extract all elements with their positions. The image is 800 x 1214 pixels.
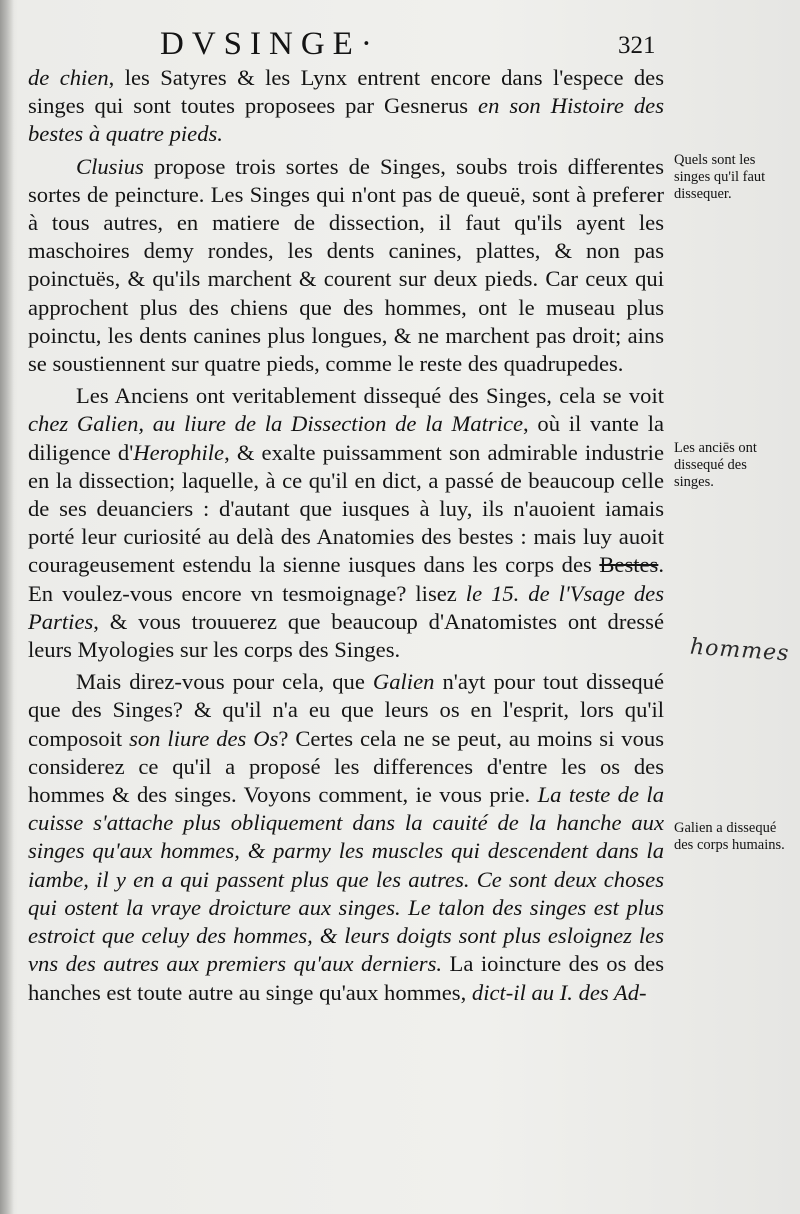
- margin-note-3: Galien a dissequé des corps humains.: [674, 820, 785, 853]
- italic-run: La teste de la cuisse s'attache plus obliquement dans la cauité de la hanche aux singes qu'aux hommes, & parmy les muscles qui descendent dans la iambe, il y en a qui passent plus que les autres. Ce sont deux choses qui ostent la vraye droicture aux singes. Le talon des singes est plus estroict que celuy des hommes, & leurs doigts sont plus esloignez les vns des autres aux premiers qu'aux derniers.: [28, 782, 664, 977]
- text-run: , & exalte puissamment son admirable industrie en la dissection; laquelle, à ce qu'il en dict, a passé de beaucoup celle de ses deuanciers : d'autant que iusques à luy, ils n'auoient iamais porté leur curiosité au delà des Anatomies des bestes : mais luy auoit courageusement estendu la sienne iusques dans les corps des: [28, 439, 664, 578]
- text-run: . En voulez-vous encore vn tesmoignage? lisez: [28, 552, 664, 606]
- italic-run: Clusius: [76, 153, 144, 179]
- text-run: , où il vante la diligence d': [28, 411, 664, 465]
- paragraph-3: [28, 382, 664, 664]
- main-text: [28, 64, 664, 1007]
- italic-run: dict-il au I. des Ad-: [471, 979, 647, 1005]
- italic-run: le 15. de l'Vsage des Parties: [28, 580, 664, 634]
- italic-run: en son Histoire des bestes à quatre pieds.: [28, 93, 664, 147]
- paragraph-4: [28, 668, 664, 1006]
- page-number: 321: [618, 32, 656, 59]
- running-header: DVSINGE·: [160, 26, 380, 62]
- italic-run: de chien: [28, 65, 109, 90]
- text-run: , les Satyres & les Lynx entrent encore dans l'espece des singes qui sont toutes proposees par Gesnerus: [28, 65, 665, 119]
- gutter-shadow: [0, 0, 14, 1214]
- margin-note-2: Les anciēs ont dissequé des singes.: [674, 440, 757, 490]
- text-run: Les Anciens ont veritablement dissequé des Singes, cela se voit: [76, 383, 664, 409]
- italic-run: Galien: [372, 669, 435, 695]
- italic-run: Herophile: [133, 439, 225, 465]
- struck-word: Bestes: [599, 552, 659, 578]
- text-run: propose trois sortes de Singes, soubs trois differentes sortes de peincture. Les Singes qui n'ont pas de queuë, sont à preferer à tous autres, en matiere de dissection, il faut qu'ils ayent les maschoires demy rondes, les dents canines, plattes, & non pas poinctuës, & qu'ils marchent & courent sur deux pieds. Car ceux qui approchent plus des chiens que des hommes, ont le museau plus poinctu, les dents canines plus longues, & ne marchent pas droit; ains se soustiennent sur quatre pieds, comme le reste des quadrupedes.: [28, 153, 664, 377]
- text-run: La ioincture des os des hanches est toute autre au singe qu'aux hommes,: [28, 951, 664, 1005]
- handwritten-annotation: hommes: [689, 634, 791, 667]
- paragraph-1: [28, 64, 664, 149]
- italic-run: chez Galien, au liure de la Dissection de la Matrice: [28, 411, 524, 437]
- text-run: , & vous trouuerez que beaucoup d'Anatomistes ont dressé leurs Myologies sur les corps des Singes.: [28, 608, 664, 663]
- text-run: Mais direz-vous pour cela, que: [76, 669, 373, 695]
- margin-note-1: Quels sont les singes qu'il faut dissequer.: [674, 152, 766, 202]
- paragraph-2: [28, 153, 664, 379]
- text-run: n'ayt pour tout dissequé que des Singes? & qu'il n'a eu que leurs os en l'esprit, lors qu'il composoit: [28, 669, 664, 751]
- text-run: ? Certes cela ne se peut, au moins si vous considerez ce qu'il a proposé les differences d'entre les os des hommes & des singes. Voyons comment, ie vous prie.: [28, 725, 664, 808]
- italic-run: son liure des Os: [129, 725, 279, 751]
